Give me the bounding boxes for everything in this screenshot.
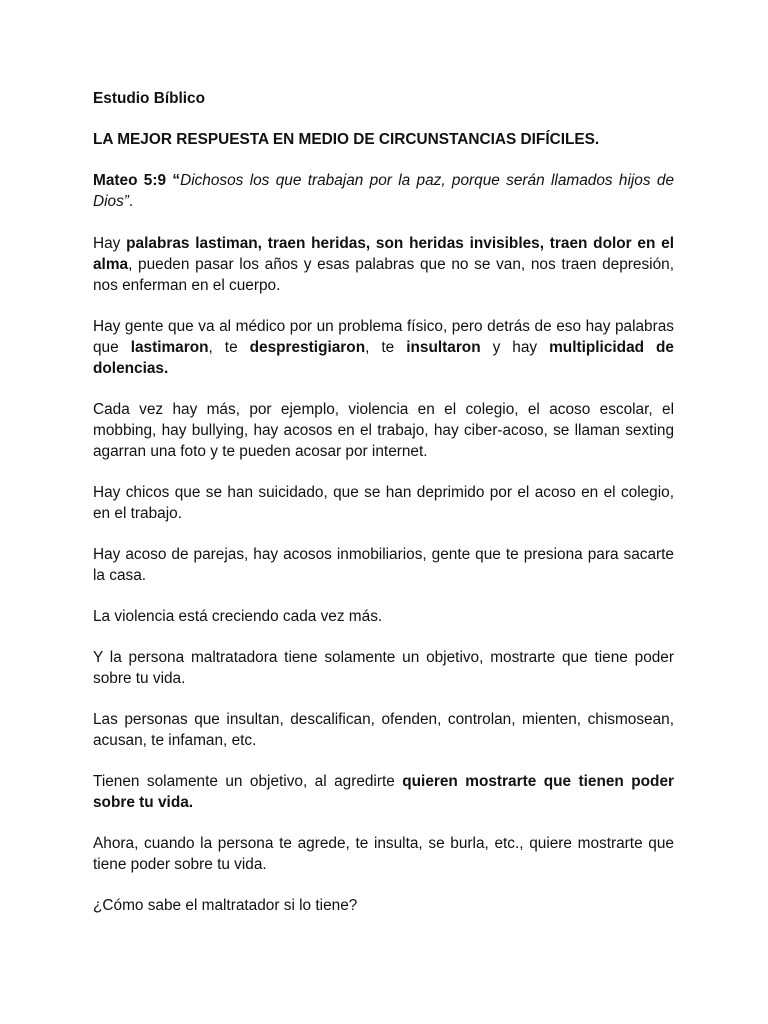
verse-reference: Mateo 5:9 [93,172,167,189]
document-heading [93,129,674,150]
paragraph-6: La violencia está creciendo cada vez más. [93,608,383,625]
paragraph-7: Y la persona maltratadora tiene solamente un objetivo, mostrarte que tiene poder sobre tu vida. [93,649,674,687]
paragraph-2-e: , te [365,339,407,356]
verse-end: . [128,193,134,210]
paragraph-10: Ahora, cuando la persona te agrede, te insulta, se burla, etc., quiere mostrarte que tiene poder sobre tu vida. [93,835,674,873]
paragraph-1-a: Hay [93,235,127,252]
paragraph-5: Hay acoso de parejas, hay acosos inmobiliarios, gente que te presiona para sacarte la casa. [93,546,674,584]
paragraph-2-g: y hay [480,339,550,356]
paragraph-1-bold: palabras lastiman, traen heridas, son heridas invisibles, traen dolor en el alma [93,235,674,273]
verse-open-quote: “ [166,172,181,189]
document-heading-text: LA MEJOR RESPUESTA EN MEDIO DE CIRCUNSTANCIAS DIFÍCILES. [93,131,600,148]
paragraph-3: Cada vez hay más, por ejemplo, violencia en el colegio, el acoso escolar, el mobbing, hay bullying, hay acosos en el trabajo, hay ciber-acoso, se llaman sexting agarran una foto y te pueden acosar por internet. [93,401,674,460]
document-title [93,88,674,109]
document-title-text: Estudio Bíblico [93,90,206,107]
paragraph-2-a: Hay gente que va al médico por un problema físico, pero detrás de eso hay palabras que [93,318,674,356]
paragraph-2-bold-lastimaron: lastimaron [130,339,209,356]
paragraph-9-bold: quieren mostrarte que tienen poder sobre tu vida. [93,773,674,811]
paragraph-2-bold-multiplicidad: multiplicidad de dolencias. [93,339,674,377]
paragraph-1 [93,233,674,296]
paragraph-8: Las personas que insultan, descalifican, ofenden, controlan, mienten, chismosean, acusan, te infaman, etc. [93,711,674,749]
paragraph-11: ¿Cómo sabe el maltratador si lo tiene? [93,897,358,914]
paragraph-2 [93,316,674,379]
paragraph-2-bold-desprestigiaron: desprestigiaron [249,339,366,356]
paragraph-2-c: , te [208,339,250,356]
bible-verse [93,170,674,212]
paragraph-2-bold-insultaron: insultaron [406,339,481,356]
paragraph-9 [93,771,674,813]
paragraph-1-c: , pueden pasar los años y esas palabras que no se van, nos traen depresión, nos enferman en el cuerpo. [93,256,674,294]
verse-text: Dichosos los que trabajan por la paz, porque serán llamados hijos de Dios” [93,172,674,210]
paragraph-4: Hay chicos que se han suicidado, que se han deprimido por el acoso en el colegio, en el trabajo. [93,484,674,522]
paragraph-9-a: Tienen solamente un objetivo, al agredirte [93,773,403,790]
